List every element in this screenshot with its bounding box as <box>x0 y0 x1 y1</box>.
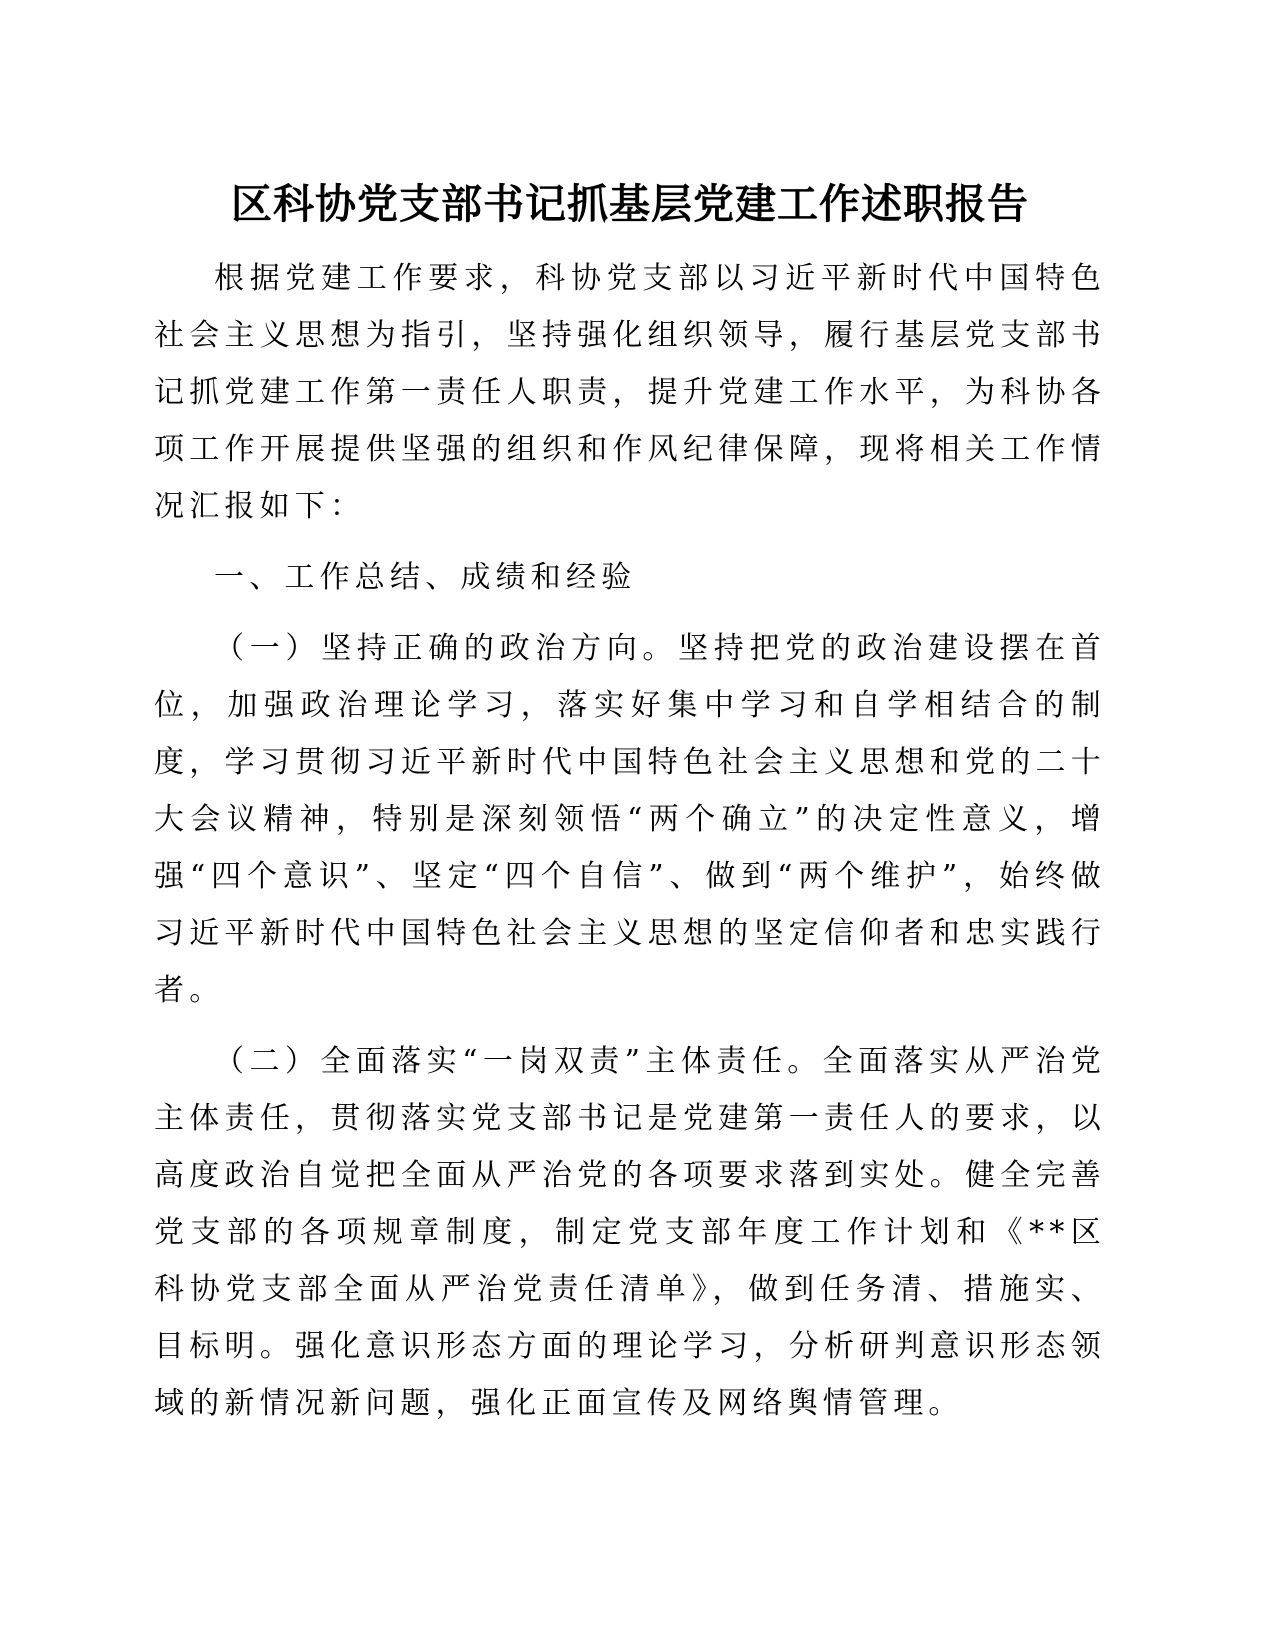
subsection-paragraph-2: （二）全面落实“一岗双责”主体责任。全面落实从严治党主体责任，贯彻落实党支部书记是党建第一责任人的要求，以高度政治自觉把全面从严治党的各项要求落到实处。健全完善党支部的各项规章制度，制定党支部年度工作计划和《**区科协党支部全面从严治党责任清单》，做到任务清、措施实、目标明。强化意识形态方面的理论学习，分析研判意识形态领域的新情况新问题，强化正面宣传及网络舆情管理。 <box>154 1044 1106 1421</box>
section-heading-1: 一、工作总结、成绩和经验 <box>214 560 637 595</box>
document-body <box>154 250 1106 1432</box>
intro-paragraph: 根据党建工作要求，科协党支部以习近平新时代中国特色社会主义思想为指引，坚持强化组织领导，履行基层党支部书记抓党建工作第一责任人职责，提升党建工作水平，为科协各项工作开展提供坚强的组织和作风纪律保障，现将相关工作情况汇报如下： <box>154 261 1106 524</box>
document-title: 区科协党支部书记抓基层党建工作述职报告 <box>231 180 1029 228</box>
subsection-paragraph-1: （一）坚持正确的政治方向。坚持把党的政治建设摆在首位，加强政治理论学习，落实好集中学习和自学相结合的制度，学习贯彻习近平新时代中国特色社会主义思想和党的二十大会议精神，特别是深刻领悟“两个确立”的决定性意义，增强“四个意识”、坚定“四个自信”、做到“两个维护”，始终做习近平新时代中国特色社会主义思想的坚定信仰者和忠实践行者。 <box>154 631 1106 1008</box>
